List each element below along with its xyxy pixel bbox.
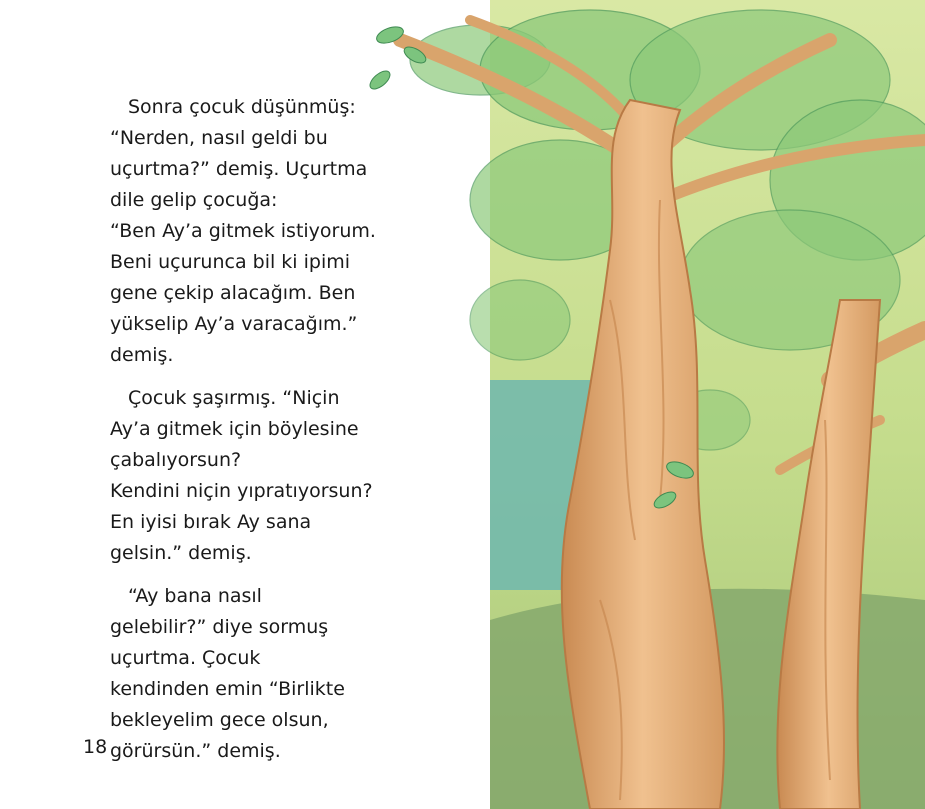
text-line: çabalıyorsun? [110, 449, 242, 471]
text-line: En iyisi bırak Ay sana [110, 511, 312, 533]
text-line: Beni uçurunca bil ki ipimi [110, 251, 351, 273]
tree-illustration [360, 0, 925, 809]
text-line: “Ben Ay’a gitmek istiyorum. [110, 220, 376, 242]
text-line: dile gelip çocuğa: [110, 189, 278, 211]
text-line: gene çekip alacağım. Ben [110, 282, 356, 304]
text-line: Sonra çocuk düşünmüş: [128, 96, 356, 118]
text-line: gelebilir?” diye sormuş [110, 616, 329, 638]
text-line: Kendini niçin yıpratıyorsun? [110, 480, 373, 502]
text-line: uçurtma. Çocuk [110, 647, 261, 669]
text-line: demiş. [110, 344, 174, 366]
text-line: Ay’a gitmek için böylesine [110, 418, 359, 440]
text-line: görürsün.” demiş. [110, 740, 281, 762]
text-line: bekleyelim gece olsun, [110, 709, 329, 731]
text-line: uçurtma?” demiş. Uçurtma [110, 158, 368, 180]
text-line: yükselip Ay’a varacağım.” [110, 313, 358, 335]
text-line: “Nerden, nasıl geldi bu [110, 127, 328, 149]
text-line: “Ay bana nasıl [128, 585, 262, 607]
tree-drawing [360, 0, 925, 809]
text-line: Çocuk şaşırmış. “Niçin [128, 387, 340, 409]
text-line: gelsin.” demiş. [110, 542, 252, 564]
page-number: 18 [83, 736, 108, 758]
text-line: kendinden emin “Birlikte [110, 678, 345, 700]
